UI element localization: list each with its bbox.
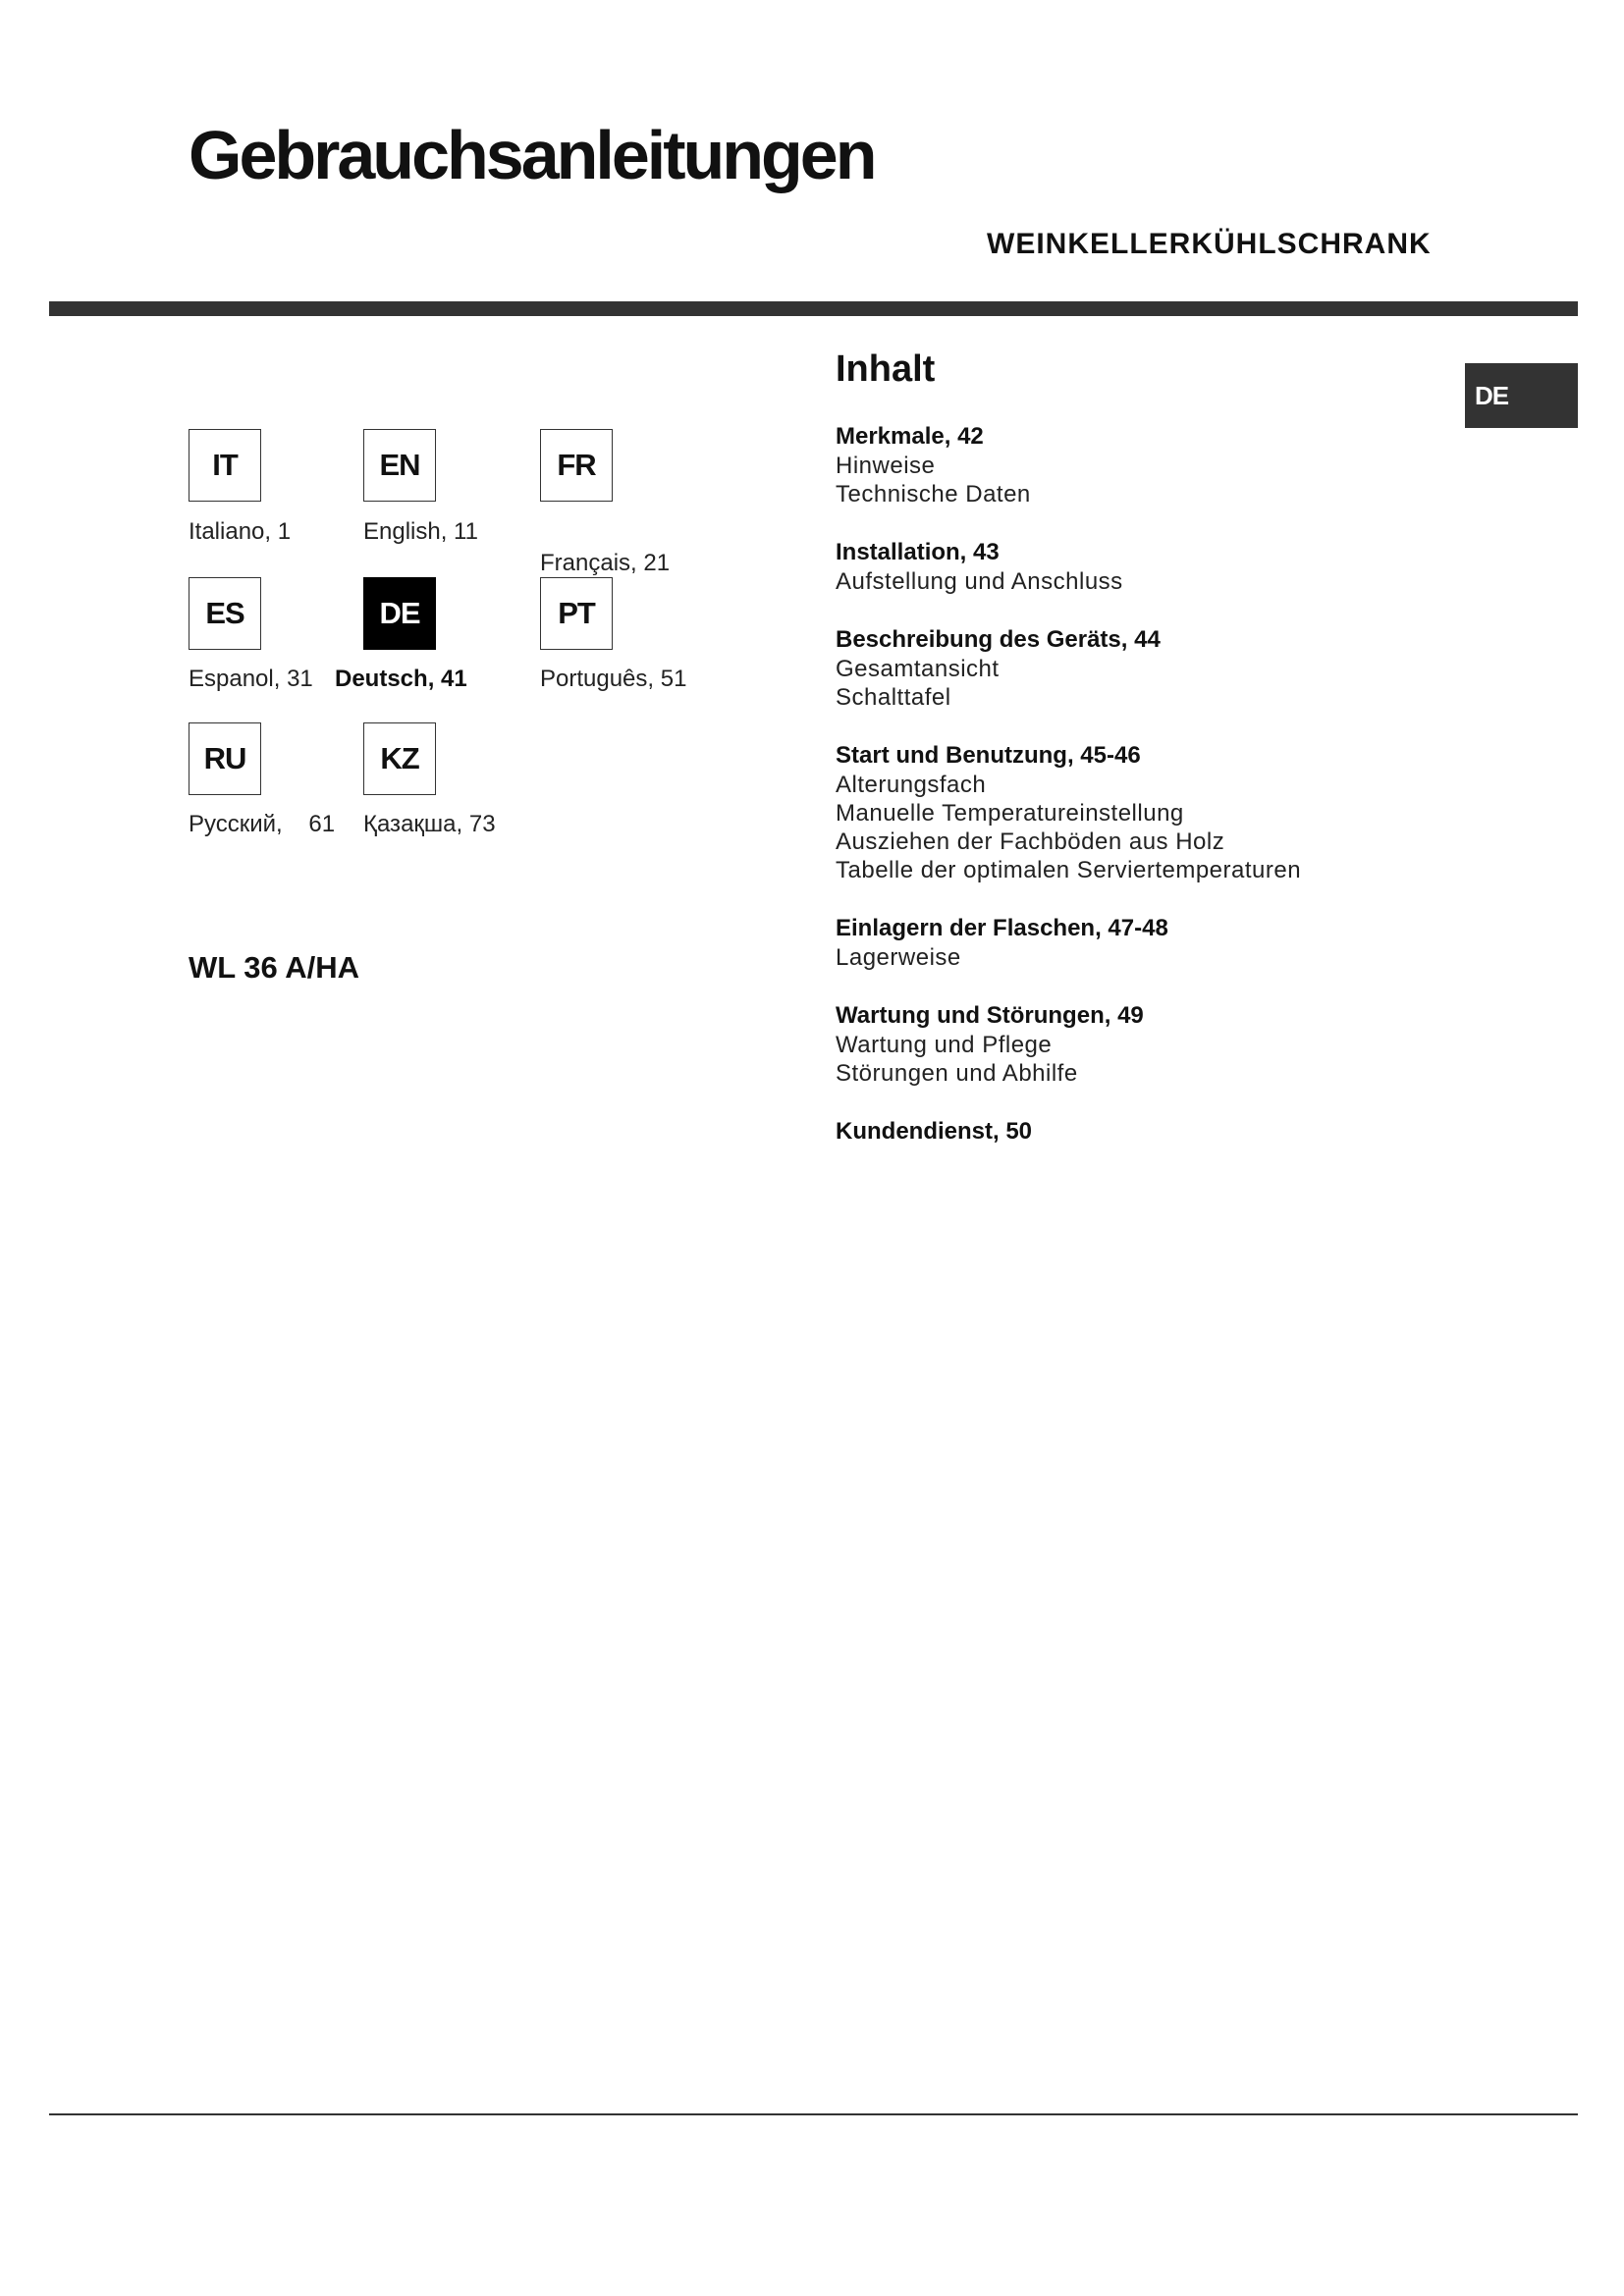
toc-section-title[interactable]: Merkmale, 42 xyxy=(836,423,984,450)
toc-item[interactable]: Aufstellung und Anschluss xyxy=(836,568,1123,595)
toc-item[interactable]: Schalttafel xyxy=(836,684,951,711)
lang-label-ru[interactable]: Русский, 61 xyxy=(189,811,336,837)
lang-box-it[interactable]: IT xyxy=(189,429,261,502)
product-type: WEINKELLERKÜHLSCHRANK xyxy=(987,228,1432,260)
lang-box-pt[interactable]: PT xyxy=(540,577,613,650)
toc-section-title[interactable]: Einlagern der Flaschen, 47-48 xyxy=(836,915,1168,941)
toc-section-installation xyxy=(836,538,1425,596)
toc-section-title[interactable]: Beschreibung des Geräts, 44 xyxy=(836,626,1161,653)
lang-label-en[interactable]: English, 11 xyxy=(363,518,478,545)
lang-label-de[interactable]: Deutsch, 41 xyxy=(335,666,467,692)
toc-section-start xyxy=(836,741,1425,884)
table-of-contents xyxy=(836,422,1425,1176)
lang-label-fr[interactable]: Français, 21 xyxy=(540,550,671,576)
toc-section-title[interactable]: Start und Benutzung, 45-46 xyxy=(836,742,1141,769)
lang-box-de[interactable]: DE xyxy=(363,577,436,650)
footer-divider xyxy=(49,2113,1578,2115)
model-number: WL 36 A/HA xyxy=(189,950,359,985)
toc-heading: Inhalt xyxy=(836,348,936,390)
toc-section-title[interactable]: Wartung und Störungen, 49 xyxy=(836,1002,1144,1029)
toc-section-merkmale xyxy=(836,422,1425,508)
lang-box-fr[interactable]: FR xyxy=(540,429,613,502)
toc-item[interactable]: Ausziehen der Fachböden aus Holz xyxy=(836,828,1225,855)
toc-item[interactable]: Gesamtansicht xyxy=(836,656,1000,682)
toc-item[interactable]: Tabelle der optimalen Serviertemperaturen xyxy=(836,857,1302,883)
lang-box-es[interactable]: ES xyxy=(189,577,261,650)
toc-item[interactable]: Hinweise xyxy=(836,453,936,479)
toc-item[interactable]: Wartung und Pflege xyxy=(836,1032,1053,1058)
page-title: Gebrauchsanleitungen xyxy=(189,117,875,193)
toc-item[interactable]: Lagerweise xyxy=(836,944,961,971)
toc-item[interactable]: Technische Daten xyxy=(836,481,1031,507)
lang-label-it[interactable]: Italiano, 1 xyxy=(189,518,292,545)
header-divider xyxy=(49,301,1578,316)
toc-section-beschreibung xyxy=(836,625,1425,712)
toc-item[interactable]: Manuelle Temperatureinstellung xyxy=(836,800,1184,827)
lang-box-kz[interactable]: KZ xyxy=(363,722,436,795)
lang-box-en[interactable]: EN xyxy=(363,429,436,502)
toc-section-title[interactable]: Installation, 43 xyxy=(836,539,1000,565)
toc-item[interactable]: Störungen und Abhilfe xyxy=(836,1060,1078,1087)
lang-label-pt[interactable]: Português, 51 xyxy=(540,666,687,692)
toc-section-wartung xyxy=(836,1001,1425,1088)
toc-section-title[interactable]: Kundendienst, 50 xyxy=(836,1118,1033,1145)
lang-box-ru[interactable]: RU xyxy=(189,722,261,795)
toc-item[interactable]: Alterungsfach xyxy=(836,772,987,798)
lang-label-kz[interactable]: Қазақша, 73 xyxy=(363,811,496,837)
toc-section-einlagern xyxy=(836,914,1425,972)
language-side-tab: DE xyxy=(1465,363,1578,428)
lang-label-es[interactable]: Espanol, 31 xyxy=(189,666,313,692)
toc-section-kundendienst xyxy=(836,1117,1425,1147)
